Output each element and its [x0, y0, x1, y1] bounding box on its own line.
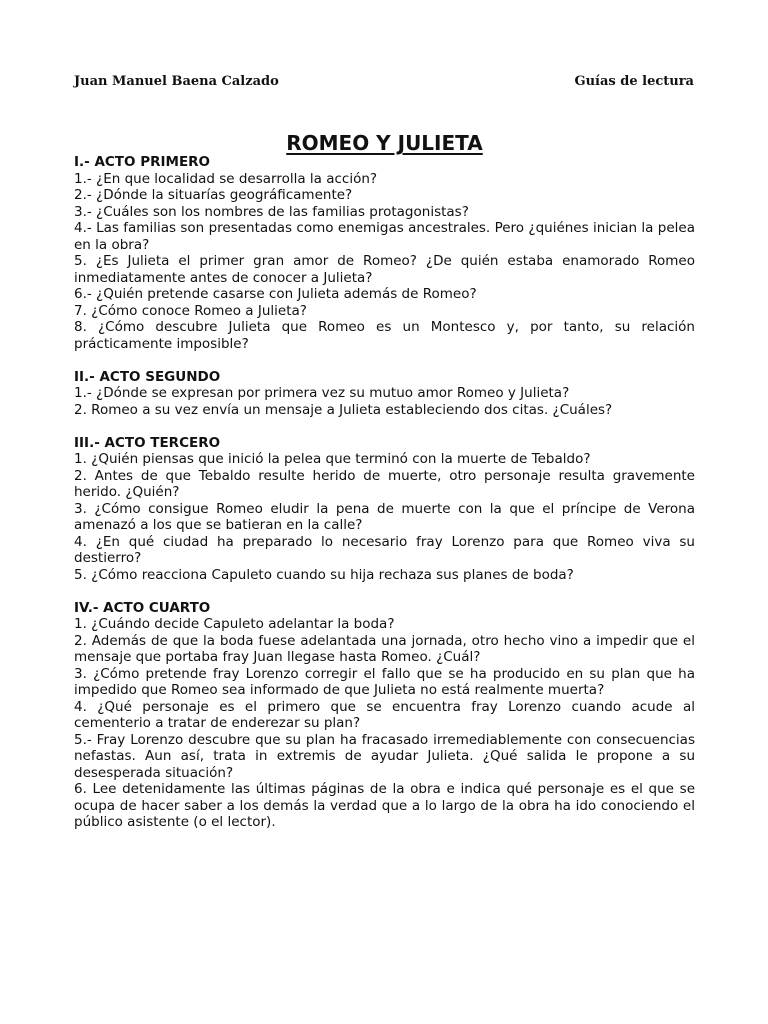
section-acto-segundo	[74, 369, 695, 419]
question: 1.- ¿En que localidad se desarrolla la acción?	[74, 170, 378, 187]
page-header	[74, 73, 694, 93]
question: 7. ¿Cómo conoce Romeo a Julieta?	[74, 302, 307, 319]
author-name: Juan Manuel Baena Calzado	[74, 74, 279, 89]
question: 2.- ¿Dónde la situarías geográficamente?	[74, 187, 353, 203]
question: 5. ¿Es Julieta el primer gran amor de Romeo? ¿De quién estaba enamorado Romeo inmediatamente antes de conocer a Julieta?	[74, 253, 695, 286]
section-acto-tercero	[74, 435, 695, 584]
question: 8. ¿Cómo descubre Julieta que Romeo es un Montesco y, por tanto, su relación prácticamente imposible?	[74, 319, 695, 352]
question: 2. Además de que la boda fuese adelantada una jornada, otro hecho vino a impedir que el mensaje que portaba fray Juan llegase hasta Romeo. ¿Cuál?	[74, 632, 695, 665]
section-title: II.- ACTO SEGUNDO	[74, 368, 221, 385]
document-title: ROMEO Y JULIETA	[286, 131, 483, 155]
question: 4.- Las familias son presentadas como enemigas ancestrales. Pero ¿quiénes inician la pelea en la obra?	[74, 220, 695, 253]
question: 4. ¿En qué ciudad ha preparado lo necesario fray Lorenzo para que Romeo viva su destierro?	[74, 533, 695, 566]
section-title: IV.- ACTO CUARTO	[74, 599, 211, 616]
question: 2. Romeo a su vez envía un mensaje a Julieta estableciendo dos citas. ¿Cuáles?	[74, 401, 613, 418]
question: 5.- Fray Lorenzo descubre que su plan ha fracasado irremediablemente con consecuencias nefastas. Aun así, trata in extremis de ayudar Julieta. ¿Qué salida le propone a su desesperada situación?	[74, 731, 695, 781]
question: 3.- ¿Cuáles son los nombres de las familias protagonistas?	[74, 203, 469, 220]
question: 3. ¿Cómo pretende fray Lorenzo corregir el fallo que se ha producido en su plan que ha impedido que Romeo sea informado de que Julieta no está realmente muerta?	[74, 665, 695, 698]
question: 4. ¿Qué personaje es el primero que se encuentra fray Lorenzo cuando acude al cementerio a tratar de enderezar su plan?	[74, 698, 695, 731]
question: 1. ¿Quién piensas que inició la pelea que terminó con la muerte de Tebaldo?	[74, 451, 591, 467]
question: 6. Lee detenidamente las últimas páginas de la obra e indica qué personaje es el que se ocupa de hacer saber a los demás la verdad que a lo largo de la obra ha ido conociendo el público asistente (o el lector).	[74, 781, 695, 830]
series-name: Guías de lectura	[574, 74, 694, 89]
question: 1. ¿Cuándo decide Capuleto adelantar la boda?	[74, 616, 395, 632]
section-acto-primero	[74, 154, 695, 352]
section-title: I.- ACTO PRIMERO	[74, 154, 211, 170]
question: 1.- ¿Dónde se expresan por primera vez su mutuo amor Romeo y Julieta?	[74, 385, 570, 401]
question: 6.- ¿Quién pretende casarse con Julieta además de Romeo?	[74, 286, 477, 302]
question: 5. ¿Cómo reacciona Capuleto cuando su hija rechaza sus planes de boda?	[74, 566, 574, 583]
section-title: III.- ACTO TERCERO	[74, 434, 221, 451]
document-body	[74, 154, 695, 847]
question: 3. ¿Cómo consigue Romeo eludir la pena de muerte con la que el príncipe de Verona amenazó a los que se batieran en la calle?	[74, 500, 695, 533]
question: 2. Antes de que Tebaldo resulte herido de muerte, otro personaje resulta gravemente herido. ¿Quién?	[74, 467, 695, 500]
section-acto-cuarto	[74, 600, 695, 831]
